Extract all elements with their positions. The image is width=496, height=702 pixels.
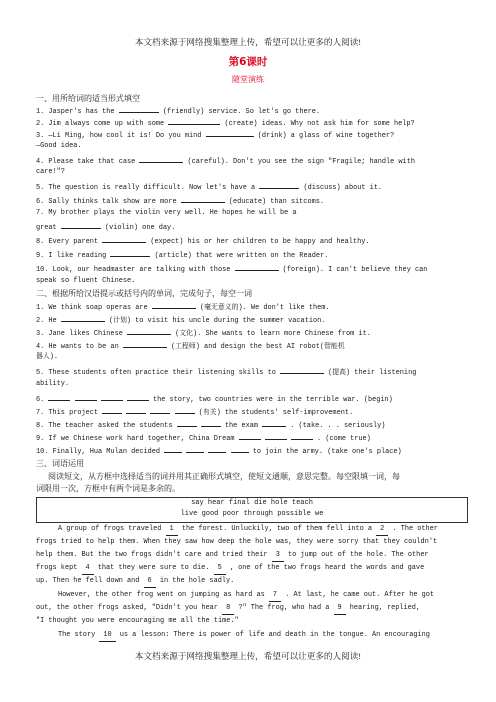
- header-note: 本文档来源于网络搜集整理上传，希望可以让更多的人阅读!: [134, 37, 362, 47]
- blank-number[interactable]: 2: [376, 524, 388, 536]
- answer-blank[interactable]: [152, 301, 196, 309]
- answer-blank[interactable]: [123, 340, 167, 348]
- blank-number[interactable]: 1: [166, 524, 178, 536]
- s2-1-text-b: (毫无意义的). We don't like them.: [199, 304, 330, 312]
- s1-7-text-b: (violin) one day.: [104, 224, 176, 232]
- s2-9-text-b: . (come true): [317, 435, 371, 443]
- answer-blank[interactable]: [181, 195, 225, 203]
- blank-number[interactable]: 3: [272, 550, 284, 562]
- blank-number[interactable]: 6: [144, 576, 156, 588]
- section1-heading: 一、用所给词的适当形式填空: [36, 94, 140, 103]
- passage-text: up. Then he fell down and: [36, 577, 140, 585]
- blank-number[interactable]: 8: [222, 603, 234, 615]
- s2-item-5-cont: ability.: [36, 380, 70, 388]
- blank-number[interactable]: 9: [334, 603, 346, 615]
- answer-blank[interactable]: [61, 221, 101, 229]
- s1-6-text-b: (educate) than sitcoms.: [228, 198, 324, 206]
- answer-blank[interactable]: [168, 117, 220, 125]
- s2-item-3: [36, 327, 466, 340]
- section3-heading: 三、词语运用: [36, 459, 84, 468]
- answer-blank[interactable]: [259, 181, 299, 189]
- passage-text: frogs kept: [36, 564, 78, 572]
- s2-item-8: [36, 419, 466, 432]
- s1-9-text-b: (article) that were written on the Reader.: [154, 252, 329, 260]
- s1-7-text: great: [36, 224, 57, 232]
- passage-text: ?" The frog, who had a: [238, 604, 330, 612]
- section3-instructions-1: 阅读短文，从方框中选择适当的词并用其正确形式填空，使短文通顺，意思完整。每空限填一词，每: [48, 472, 400, 481]
- lesson-subtitle: 随堂演练: [232, 75, 264, 84]
- s2-3-text: 3. Jane likes Chinese: [36, 330, 123, 338]
- passage-text: out, the other frogs asked, "Didn't you hear: [36, 604, 218, 612]
- passage-text: However, the other frog went on jumping as hard as: [58, 591, 265, 599]
- s1-4-text: 4. Please take that case: [36, 158, 136, 166]
- s2-7-text: 7. This project: [36, 409, 99, 417]
- s2-10-text: 10. Finally, Hua Mulan decided: [36, 448, 161, 456]
- s2-1-text: 1. We think soap operas are: [36, 304, 148, 312]
- blank-number[interactable]: 7: [269, 590, 281, 602]
- answer-blank[interactable]: [110, 249, 150, 257]
- s1-2-text-b: (create) ideas. Why not ask him for some help?: [224, 120, 415, 128]
- lesson-title: 第6课时: [228, 56, 268, 68]
- answer-blank[interactable]: [206, 129, 254, 137]
- answer-blank[interactable]: [102, 235, 146, 243]
- s1-1-text-b: (friendly) service. So let's go there.: [162, 108, 320, 116]
- answer-blank[interactable]: [201, 419, 221, 427]
- answer-blank[interactable]: [239, 432, 261, 440]
- answer-blank[interactable]: [235, 263, 279, 271]
- s1-item-4-cont: care!"?: [36, 168, 65, 176]
- s1-item-9: [36, 249, 466, 262]
- answer-blank[interactable]: [231, 445, 249, 453]
- s1-item-7-cont: [36, 221, 466, 234]
- passage-line-9: [58, 630, 488, 642]
- s2-7-text-b: (有关) the students' self-improvement.: [198, 409, 354, 417]
- passage-line-7: [36, 603, 466, 615]
- s1-5-text-b: (discuss) about it.: [303, 184, 383, 192]
- s2-5-text: 5. These students often practice their listening skills to: [36, 369, 276, 377]
- answer-blank[interactable]: [61, 314, 105, 322]
- passage-text: to jump out of the hole. The other: [288, 551, 429, 559]
- s2-6-text: 6.: [36, 396, 45, 404]
- s2-8-text: 8. The teacher asked the students: [36, 422, 173, 430]
- answer-blank[interactable]: [291, 432, 313, 440]
- answer-blank[interactable]: [208, 445, 226, 453]
- s2-8-text-c: . (take. . . seriously): [290, 422, 386, 430]
- s1-10-text: 10. Look, our headmaster are talking with those: [36, 266, 231, 274]
- passage-line-3: [36, 550, 466, 562]
- s1-4-text-b: (careful). Don't you see the sign "Fragile; handle with: [187, 158, 415, 166]
- s1-3-text-b: (drink) a glass of wine together?: [257, 132, 395, 140]
- s2-9-text: 9. If we Chinese work hard together, China Dream: [36, 435, 235, 443]
- answer-blank[interactable]: [175, 406, 195, 414]
- blank-number[interactable]: 5: [214, 563, 226, 575]
- answer-blank[interactable]: [262, 419, 286, 427]
- passage-text: that they were sure to die.: [97, 564, 210, 572]
- s1-item-7: 7. My brother plays the violin very well. He hopes he will be a: [36, 209, 297, 217]
- s1-10-text-b: (foreign). I can't believe they can: [282, 266, 428, 274]
- s1-item-10-cont: speak so fluent Chinese.: [36, 277, 136, 285]
- s2-item-10: [36, 445, 466, 458]
- s1-6-text: 6. Sally thinks talk show are more: [36, 198, 177, 206]
- s2-3-text-b: (文化). She wants to learn more Chinese from it.: [175, 330, 371, 338]
- s2-item-9: [36, 432, 466, 445]
- answer-blank[interactable]: [119, 105, 159, 113]
- s2-6-text-b: the story, two countries were in the terrible war. (begin): [152, 396, 393, 404]
- answer-blank[interactable]: [265, 432, 287, 440]
- answer-blank[interactable]: [127, 393, 149, 401]
- s1-3-text: 3. —Li Ming, how cool it is! Do you mind: [36, 132, 202, 140]
- answer-blank[interactable]: [139, 155, 183, 163]
- s2-10-text-b: to join the army. (take one's place): [252, 448, 402, 456]
- footer-note: 本文档来源于网络搜集整理上传，希望可以让更多的人阅读!: [134, 651, 362, 661]
- word-box-row-2: live good poor through possible we: [180, 510, 324, 518]
- s2-item-5: [36, 366, 466, 379]
- s2-4-text-b: (工程师) and design the best AI robot(智能机: [170, 343, 345, 351]
- answer-blank[interactable]: [280, 366, 324, 374]
- passage-text: . At last, he came out. After he got: [285, 591, 435, 599]
- section2-heading: 二、根据所给汉语提示或括号内的单词，完成句子，每空一词: [36, 289, 252, 298]
- s2-2-text: 2. He: [36, 317, 57, 325]
- s2-item-6: [36, 393, 466, 406]
- passage-text: help them. But the two frogs didn't care and tried their: [36, 551, 268, 559]
- passage-text: . The other: [392, 525, 438, 533]
- answer-blank[interactable]: [101, 393, 123, 401]
- answer-blank[interactable]: [186, 445, 204, 453]
- answer-blank[interactable]: [127, 327, 171, 335]
- answer-blank[interactable]: [102, 406, 122, 414]
- s1-8-text-b: (expect) his or her children to be happy and healthy.: [150, 238, 370, 246]
- s1-5-text: 5. The question is really difficult. Now let's have a: [36, 184, 256, 192]
- word-box-row-1: say hear final die hole teach: [191, 499, 313, 507]
- answer-blank[interactable]: [75, 393, 97, 401]
- s2-item-1: [36, 301, 466, 314]
- answer-blank[interactable]: [150, 406, 170, 414]
- passage-line-8: "I thought you were encouraging me all the time.": [36, 617, 239, 625]
- passage-line-5: [36, 576, 466, 588]
- s2-8-text-b: the exam: [224, 422, 258, 430]
- blank-number[interactable]: 4: [82, 563, 94, 575]
- passage-line-4: [36, 563, 466, 575]
- passage-line-2: frogs tried to help them. When they saw how deep the hole was, they were sorry that they couldn't: [36, 538, 438, 546]
- s2-item-2: [36, 314, 466, 327]
- passage-text: in the hole sadly.: [159, 577, 235, 585]
- passage-line-6: [58, 590, 488, 602]
- s2-item-4-cont: 器人).: [36, 353, 59, 361]
- passage-text: A group of frogs traveled: [58, 525, 162, 533]
- passage-text: The story: [58, 631, 96, 639]
- passage-text: us a lesson: There is power of life and death in the tongue. An encouraging: [119, 631, 430, 639]
- s1-item-5: [36, 181, 466, 194]
- s2-5-text-b: (提高) their listening: [328, 369, 417, 377]
- answer-blank[interactable]: [48, 393, 70, 401]
- s1-item-3-reply: —Good idea.: [36, 142, 82, 150]
- passage-text: , one of the two frogs heard the words and gave: [229, 564, 425, 572]
- blank-number[interactable]: 10: [99, 630, 115, 642]
- s2-4-text: 4. He wants to be an: [36, 343, 119, 351]
- s2-2-text-b: (计划) to visit his uncle during the summer vacation.: [108, 317, 326, 325]
- s1-8-text: 8. Every parent: [36, 238, 99, 246]
- answer-blank[interactable]: [177, 419, 197, 427]
- s2-item-7: [36, 406, 466, 419]
- s1-item-8: [36, 235, 466, 248]
- s1-2-text: 2. Jim always come up with some: [36, 120, 165, 128]
- passage-line-1: [58, 524, 488, 536]
- section3-instructions-2: 词限用一次，方框中有两个词是多余的。: [36, 484, 180, 493]
- passage-text: the forest. Unluckily, two of them fell into a: [181, 525, 373, 533]
- s1-item-10: [36, 263, 466, 276]
- answer-blank[interactable]: [126, 406, 146, 414]
- s1-1-text: 1. Jasper's has the: [36, 108, 115, 116]
- word-box: [36, 497, 468, 523]
- answer-blank[interactable]: [164, 445, 182, 453]
- s1-item-6: [36, 195, 466, 208]
- passage-text: hearing, replied,: [349, 604, 421, 612]
- s1-9-text: 9. I like reading: [36, 252, 107, 260]
